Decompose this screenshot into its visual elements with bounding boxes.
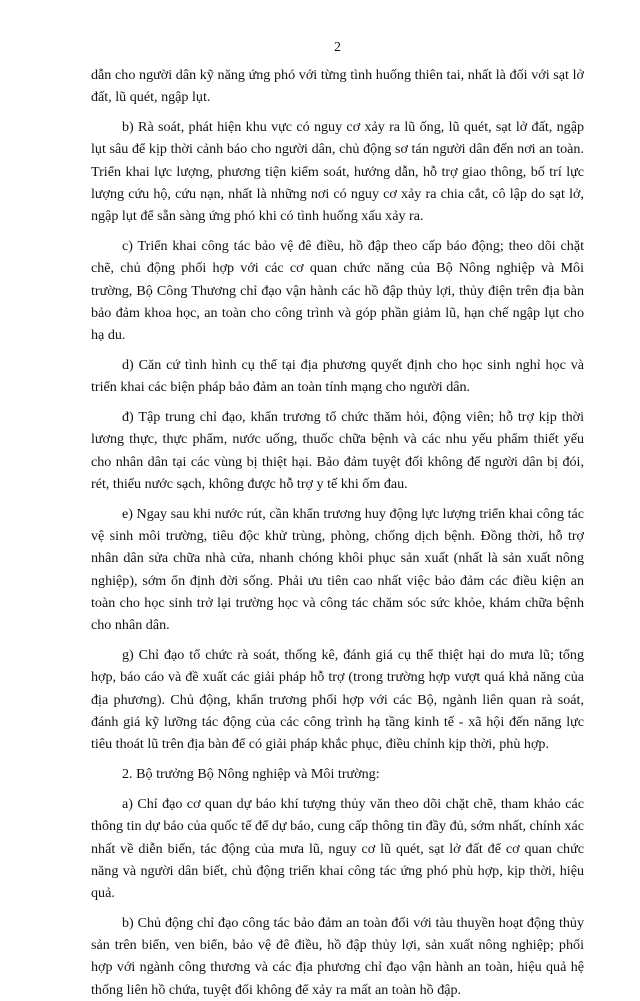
paragraph-item-c: c) Triển khai công tác bảo vệ đê điều, hồ đập theo cấp báo động; theo dõi chặt chẽ, chủ động phối hợp với các cơ quan chức năng của Bộ Nông nghiệp và Môi trường, Bộ Công Thương chỉ đạo vận hành các hồ đập thủy lợi, thủy điện trên địa bàn bảo đảm khoa học, an toàn cho công trình và góp phần giảm lũ, hạn chế ngập lụt cho hạ du. bbox=[91, 238, 584, 344]
section-heading-2: 2. Bộ trưởng Bộ Nông nghiệp và Môi trường: bbox=[122, 766, 380, 783]
document-body bbox=[91, 64, 584, 1001]
paragraph-continuation: dẫn cho người dân kỹ năng ứng phó với từng tình huống thiên tai, nhất là đối với sạt lở đất, lũ quét, ngập lụt. bbox=[91, 67, 584, 106]
paragraph-item-dd: đ) Tập trung chỉ đạo, khẩn trương tổ chức thăm hỏi, động viên; hỗ trợ kịp thời lương thực, thực phẩm, nước uống, thuốc chữa bệnh và các nhu yếu phẩm thiết yếu cho nhân dân tại các vùng bị thiệt hại. Bảo đảm tuyệt đối không để người dân bị đói, rét, thiếu nước sạch, không được hỗ trợ y tế khi ốm đau. bbox=[91, 409, 584, 493]
paragraph-2-item-b: b) Chủ động chỉ đạo công tác bảo đảm an toàn đối với tàu thuyền hoạt động thủy sản trên biển, ven biển, bảo vệ đê điều, hồ đập thủy lợi, sản xuất nông nghiệp; phối hợp với ngành công thương và các địa phương chỉ đạo vận hành an toàn, hiệu quả hệ thống liên hồ chứa, tuyệt đối không để xảy ra mất an toàn hồ đập. bbox=[91, 914, 584, 998]
paragraph-item-g: g) Chỉ đạo tổ chức rà soát, thống kê, đánh giá cụ thể thiệt hại do mưa lũ; tổng hợp, báo cáo và đề xuất các giải pháp hỗ trợ (trong trường hợp vượt quá khả năng của địa phương). Chủ động, khẩn trương phối hợp với các Bộ, ngành liên quan rà soát, đánh giá kỹ lưỡng tác động của các công trình hạ tầng kinh tế - xã hội đến năng lực tiêu thoát lũ trên địa bàn để có giải pháp khắc phục, điều chỉnh kịp thời, phù hợp. bbox=[91, 647, 584, 753]
paragraph-item-b: b) Rà soát, phát hiện khu vực có nguy cơ xảy ra lũ ống, lũ quét, sạt lở đất, ngập lụt sâu để kịp thời cảnh báo cho người dân, chủ động sơ tán người dân đến nơi an toàn. Triển khai lực lượng, phương tiện kiểm soát, hướng dẫn, hỗ trợ giao thông, bố trí lực lượng cứu hộ, cứu nạn, nhất là những nơi có nguy cơ xảy ra chia cắt, cô lập do sạt lở, ngập lụt để sẵn sàng ứng phó khi có tình huống xấu xảy ra. bbox=[91, 119, 584, 225]
paragraph-2-item-a: a) Chỉ đạo cơ quan dự báo khí tượng thủy văn theo dõi chặt chẽ, tham khảo các thông tin dự báo của quốc tế để dự báo, cung cấp thông tin đầy đủ, sớm nhất, chính xác nhất về diễn biến, tác động của mưa lũ, nguy cơ lũ quét, sạt lở đất để cơ quan chức năng và người dân biết, chủ động triển khai công tác ứng phó phù hợp, kịp thời, hiệu quả. bbox=[91, 795, 584, 902]
page-number: 2 bbox=[334, 40, 341, 55]
paragraph-item-e: e) Ngay sau khi nước rút, cần khẩn trương huy động lực lượng triển khai công tác vệ sinh môi trường, tiêu độc khử trùng, phòng, chống dịch bệnh. Đồng thời, hỗ trợ nhân dân sửa chữa nhà cửa, nhanh chóng khôi phục sản xuất (nhất là sản xuất nông nghiệp), sớm ổn định đời sống. Phải ưu tiên cao nhất việc bảo đảm các điều kiện an toàn cho học sinh trở lại trường học và công tác chăm sóc sức khỏe, khám chữa bệnh cho nhân dân. bbox=[91, 505, 584, 634]
paragraph-item-d: d) Căn cứ tình hình cụ thể tại địa phương quyết định cho học sinh nghỉ học và triển khai các biện pháp bảo đảm an toàn tính mạng cho người dân. bbox=[91, 357, 584, 396]
